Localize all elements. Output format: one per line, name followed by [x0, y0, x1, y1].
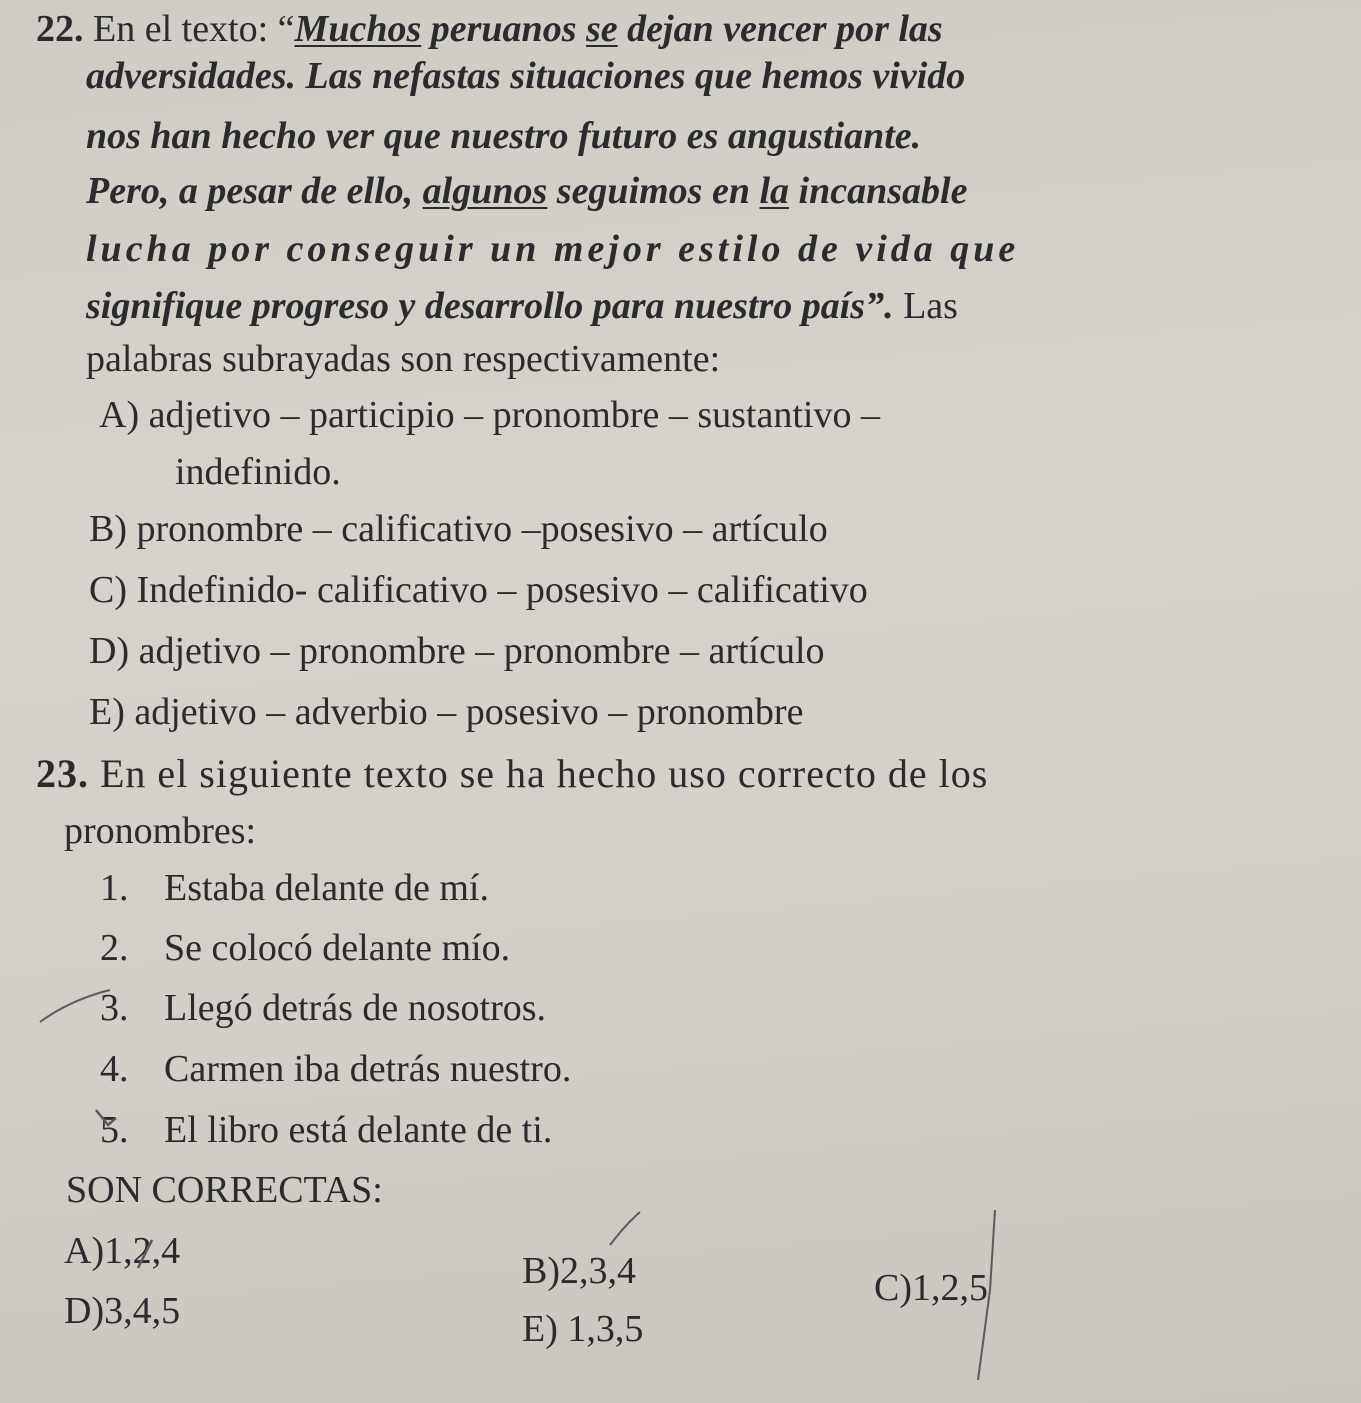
- q22-line-1: [36, 6, 943, 52]
- q23-item-text: Llegó detrás de nosotros.: [164, 987, 547, 1029]
- q22-underlined-word-4: la: [759, 170, 790, 212]
- q23-item-num: 1.: [100, 867, 129, 909]
- q23-item-3: [100, 985, 546, 1031]
- q22-line-4: [86, 168, 967, 214]
- q22-line-3: nos han hecho ver que nuestro futuro es angustiante.: [86, 115, 922, 157]
- q23-answer-c[interactable]: C)1,2,5: [874, 1267, 988, 1309]
- q22-text-2: dejan vencer por las: [617, 8, 943, 50]
- q23-item-num: 5.: [100, 1109, 129, 1151]
- q23-item-num: 2.: [100, 927, 129, 969]
- q22-text-1: peruanos: [421, 8, 586, 50]
- q23-line-1: [36, 751, 988, 797]
- q22-option-d[interactable]: D) adjetivo – pronombre – pronombre – artículo: [89, 630, 825, 672]
- q22-line-7: palabras subrayadas son respectivamente:: [86, 338, 721, 380]
- q23-answer-a[interactable]: A)1,2,4: [64, 1230, 181, 1272]
- q23-item-4: [100, 1046, 571, 1092]
- q22-line4-c: incansable: [789, 170, 968, 212]
- q22-underlined-word-1: Muchos: [294, 8, 422, 50]
- q23-item-1: [100, 865, 489, 911]
- q22-underlined-word-2: se: [585, 8, 618, 50]
- q23-line1-text: En el siguiente texto se ha hecho uso correcto de los: [100, 751, 989, 796]
- pencil-mark-answer-b: [610, 1212, 640, 1245]
- q22-number: 22.: [36, 8, 84, 50]
- q22-line6-a: signifique progreso y desarrollo para nuestro país”.: [86, 285, 894, 327]
- q23-item-text: El libro está delante de ti.: [164, 1109, 553, 1151]
- q22-option-c[interactable]: C) Indefinido- calificativo – posesivo – calificativo: [89, 569, 868, 611]
- q22-line-5: lucha por conseguir un mejor estilo de vida que: [86, 228, 1020, 270]
- q22-option-e[interactable]: E) adjetivo – adverbio – posesivo – pronombre: [89, 691, 804, 733]
- q22-option-a-cont: indefinido.: [175, 451, 341, 493]
- q23-item-text: Carmen iba detrás nuestro.: [164, 1048, 572, 1090]
- q23-line-2: pronombres:: [64, 810, 257, 852]
- q22-option-a[interactable]: A) adjetivo – participio – pronombre – sustantivo –: [99, 394, 880, 436]
- q23-item-text: Estaba delante de mí.: [164, 867, 489, 909]
- q22-line4-a: Pero, a pesar de ello,: [86, 170, 423, 212]
- q23-item-num: 3.: [100, 987, 129, 1029]
- q23-number: 23.: [36, 751, 89, 796]
- q23-prompt: SON CORRECTAS:: [66, 1169, 383, 1211]
- q23-answer-b[interactable]: B)2,3,4: [522, 1250, 636, 1292]
- q22-line6-b: Las: [893, 285, 958, 327]
- q23-item-text: Se colocó delante mío.: [164, 927, 511, 969]
- q22-option-b[interactable]: B) pronombre – calificativo –posesivo – artículo: [89, 508, 828, 550]
- q22-intro: En el texto: “: [93, 8, 295, 50]
- q22-line4-b: seguimos en: [547, 170, 760, 212]
- q23-answer-e[interactable]: E) 1,3,5: [522, 1308, 644, 1350]
- q22-line-2: adversidades. Las nefastas situaciones que hemos vivido: [86, 55, 966, 97]
- q22-line-6: [86, 283, 958, 329]
- q23-item-2: [100, 925, 510, 971]
- q23-answer-d[interactable]: D)3,4,5: [64, 1290, 181, 1332]
- q23-item-5: [100, 1107, 552, 1153]
- q23-item-num: 4.: [100, 1048, 129, 1090]
- q22-underlined-word-3: algunos: [422, 170, 548, 212]
